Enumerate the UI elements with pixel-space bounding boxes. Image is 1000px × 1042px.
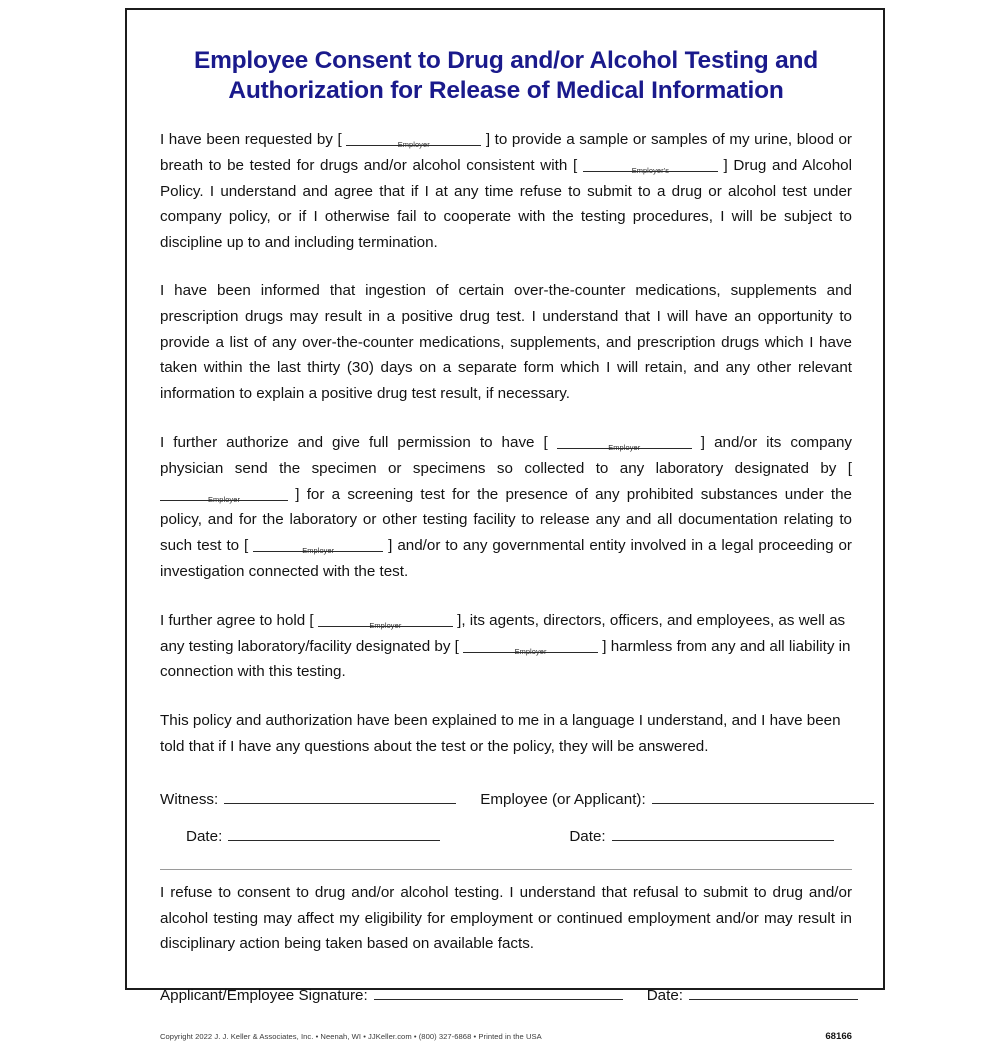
paragraph-4-segment-1: I further agree to hold [ xyxy=(160,611,318,629)
applicant-date-label: Date: xyxy=(646,987,683,1005)
witness-label: Witness: xyxy=(160,790,219,808)
applicant-signature-group xyxy=(160,986,623,1004)
witness-field-group xyxy=(160,790,456,808)
blank-field-employer-3[interactable] xyxy=(160,482,288,508)
paragraph-3-segment-1: I further authorize and give full permission to have [ xyxy=(160,433,557,451)
blank-caption: Employer xyxy=(302,546,335,556)
paragraph-otc-medications: I have been informed that ingestion of certain over-the-counter medications, supplements and prescription drugs may result in a positive drug test. I understand that I will have an opportunity to provide a list of any over-the-counter medications, supplements, and prescription drugs which I have taken within the last thirty (30) days on a separate form which I will retain, and any other relevant information to explain a positive drug test result, if necessary. xyxy=(160,281,852,403)
paragraph-hold-harmless xyxy=(160,608,852,685)
paragraph-authorize-release xyxy=(160,430,852,585)
blank-caption: Employer xyxy=(207,494,240,504)
paragraph-4-segment-2: ], its agents, directors, officers, and employees, as well as any testing laboratory/facility designated by [ xyxy=(160,611,846,655)
blank-field-employer-1[interactable] xyxy=(346,127,481,153)
blank-caption: Employer xyxy=(514,646,547,656)
blank-caption: Employer xyxy=(397,140,430,149)
witness-date-label: Date: xyxy=(186,827,223,845)
employee-signature-input[interactable] xyxy=(652,790,874,804)
blank-field-employers-possessive[interactable] xyxy=(583,153,718,179)
signature-row-dates xyxy=(160,827,852,845)
employee-label: Employee (or Applicant): xyxy=(480,790,646,808)
applicant-date-input[interactable] xyxy=(689,986,858,1000)
witness-signature-input[interactable] xyxy=(224,790,456,804)
employee-date-label: Date: xyxy=(569,827,606,845)
page-title-line-2: Authorization for Release of Medical Information xyxy=(228,77,784,104)
page-title-line-1: Employee Consent to Drug and/or Alcohol Testing and xyxy=(193,47,819,74)
blank-field-employer-5[interactable] xyxy=(318,608,453,634)
signature-row-names xyxy=(160,790,852,808)
page-footer xyxy=(160,1031,852,1042)
paragraph-3-segment-3: ] for a screening test for the presence of any prohibited substances under the policy, and for the laboratory or other testing facility to release any and all documentation relating to such test to [ xyxy=(160,485,852,555)
final-signature-row xyxy=(160,986,852,1004)
applicant-signature-input[interactable] xyxy=(374,986,623,1000)
paragraph-explained-language: This policy and authorization have been explained to me in a language I understand, and I have been told that if I have any questions about the test or the policy, they will be answered. xyxy=(160,712,841,755)
document-content xyxy=(160,10,852,1042)
employee-date-input[interactable] xyxy=(612,827,834,841)
paragraph-1-segment-1: I have been requested by [ xyxy=(160,131,347,148)
paragraph-1-segment-2: ] to provide a sample or samples of my urine, blood or breath to be tested for drugs and/or alcohol consistent with [ xyxy=(160,131,852,174)
employee-date-group xyxy=(569,827,833,845)
witness-date-input[interactable] xyxy=(228,827,440,841)
blank-field-employer-4[interactable] xyxy=(253,533,383,559)
page-title xyxy=(160,46,852,106)
document-page-frame xyxy=(125,8,885,1042)
blank-caption: Employer's xyxy=(631,165,670,175)
blank-caption: Employer xyxy=(608,442,641,452)
paragraph-1-segment-3: ] Drug and Alcohol Policy. I understand and agree that if I at any time refuse to submit to a drug or alcohol test under company policy, or if I otherwise fail to cooperate with the testing procedures, I will be subject to discipline up to and including termination. xyxy=(160,156,852,252)
applicant-date-group xyxy=(647,986,858,1004)
section-divider xyxy=(160,869,852,870)
paragraph-requested-by xyxy=(160,127,852,256)
paragraph-3-segment-2: ] and/or its company physician send the specimen or specimens so collected to any laboratory designated by [ xyxy=(160,433,853,477)
employee-field-group xyxy=(480,790,873,808)
blank-field-employer-6[interactable] xyxy=(463,634,598,660)
signature-block xyxy=(160,790,852,845)
blank-field-employer-2[interactable] xyxy=(557,430,692,456)
form-number: 68166 xyxy=(825,1031,852,1042)
blank-caption: Employer xyxy=(369,620,402,630)
paragraph-4-segment-3: ] harmless from any and all liability in connection with this testing. xyxy=(160,637,851,681)
applicant-signature-label: Applicant/Employee Signature: xyxy=(160,987,368,1005)
refusal-statement: I refuse to consent to drug and/or alcohol testing. I understand that refusal to submit to drug and/or alcohol testing may affect my eligibility for employment or continued employment and/or may result in disciplinary action being taken based on available facts. xyxy=(160,883,852,953)
copyright-notice: Copyright 2022 J. J. Keller & Associates, Inc. • Neenah, WI • JJKeller.com • (800) 327-6868 • Printed in the USA xyxy=(160,1032,542,1042)
paragraph-3-segment-4: ] and/or to any governmental entity involved in a legal proceeding or investigation connected with the test. xyxy=(160,537,852,580)
witness-date-group xyxy=(160,827,440,845)
